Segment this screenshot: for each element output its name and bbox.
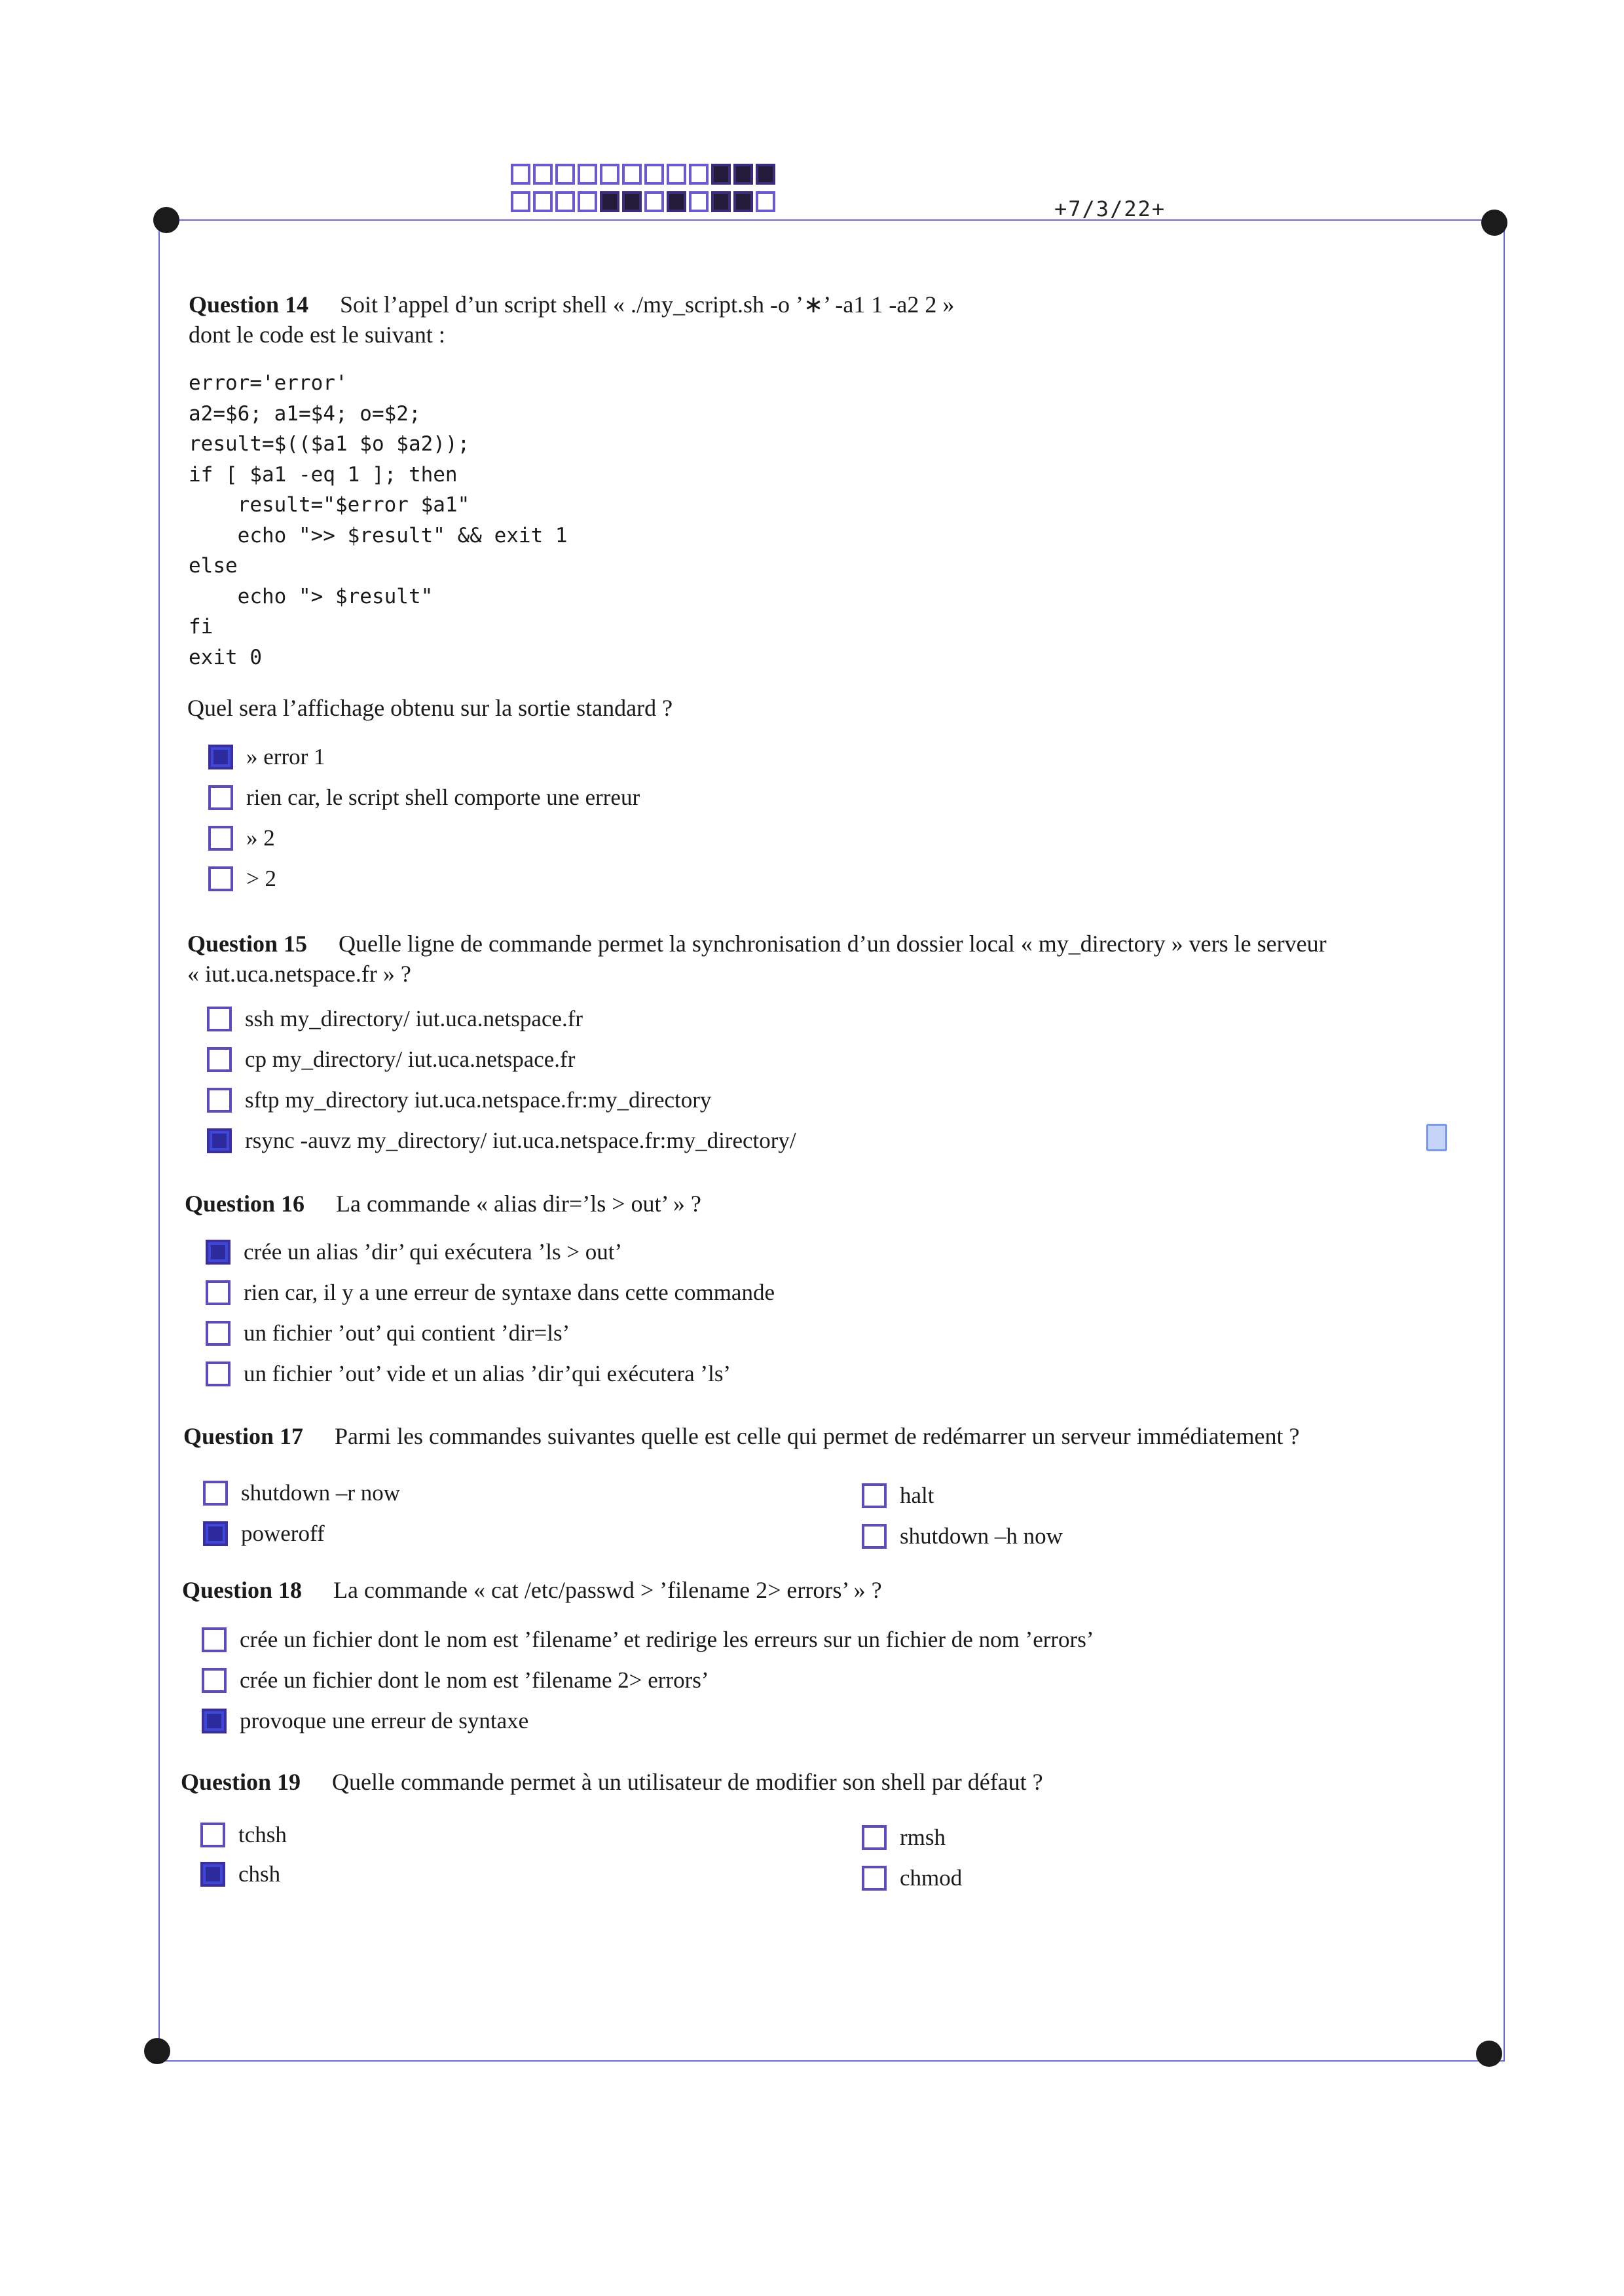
checkbox[interactable] xyxy=(208,745,233,769)
id-box xyxy=(511,191,530,212)
question-text: Soit l’appel d’un script shell « ./my_script.sh -o ’∗’ -a1 1 -a2 2 » xyxy=(340,291,955,318)
id-box xyxy=(644,191,664,212)
question-15-line-2: « iut.uca.netspace.fr » ? xyxy=(187,961,411,987)
question-label: Question 14 xyxy=(189,291,309,318)
checkbox[interactable] xyxy=(207,1047,232,1072)
corner-marker-top-left xyxy=(153,207,179,233)
id-box xyxy=(756,191,775,212)
answer-option[interactable] xyxy=(208,866,276,892)
option-label: crée un fichier dont le nom est ’filename 2> errors’ xyxy=(240,1667,709,1693)
option-label: rien car, le script shell comporte une erreur xyxy=(246,785,640,810)
answer-option[interactable] xyxy=(202,1627,1094,1653)
checkbox[interactable] xyxy=(862,1825,887,1850)
answer-option[interactable] xyxy=(203,1480,400,1506)
checkbox[interactable] xyxy=(203,1481,228,1506)
checkbox[interactable] xyxy=(862,1524,887,1549)
id-box xyxy=(667,191,686,212)
id-box xyxy=(644,164,664,185)
id-box xyxy=(555,164,575,185)
id-box xyxy=(733,191,753,212)
id-box xyxy=(622,164,642,185)
option-label: » 2 xyxy=(246,825,275,851)
option-label: crée un alias ’dir’ qui exécutera ’ls > out’ xyxy=(244,1239,623,1265)
question-text: Parmi les commandes suivantes quelle est celle qui permet de redémarrer un serveur immédiatement ? xyxy=(335,1423,1300,1449)
checkbox[interactable] xyxy=(208,826,233,851)
answer-option[interactable] xyxy=(200,1822,287,1848)
answer-option[interactable] xyxy=(207,1128,796,1154)
option-label: provoque une erreur de syntaxe xyxy=(240,1708,529,1733)
answer-option[interactable] xyxy=(202,1667,709,1694)
answer-option[interactable] xyxy=(202,1708,528,1734)
question-text: La commande « alias dir=’ls > out’ » ? xyxy=(336,1191,701,1217)
question-label: Question 19 xyxy=(181,1769,301,1795)
id-box xyxy=(578,164,597,185)
question-14 xyxy=(189,289,954,320)
student-id-row-1 xyxy=(511,164,775,185)
answer-option[interactable] xyxy=(206,1361,731,1387)
id-box xyxy=(756,164,775,185)
option-label: chmod xyxy=(900,1865,963,1891)
answer-option[interactable] xyxy=(208,785,640,811)
checkbox[interactable] xyxy=(862,1483,887,1508)
answer-option[interactable] xyxy=(200,1861,280,1887)
corner-marker-top-right xyxy=(1481,210,1507,236)
checkbox[interactable] xyxy=(202,1668,227,1693)
option-label: crée un fichier dont le nom est ’filename’ et redirige les erreurs sur un fichier de nom ’errors’ xyxy=(240,1627,1094,1652)
id-box xyxy=(600,191,619,212)
answer-option[interactable] xyxy=(203,1521,325,1547)
option-label: halt xyxy=(900,1483,934,1508)
answer-option[interactable] xyxy=(862,1523,1063,1549)
answer-option[interactable] xyxy=(208,744,325,770)
option-label: > 2 xyxy=(246,866,276,891)
option-label: shutdown –h now xyxy=(900,1523,1063,1549)
option-label: cp my_directory/ iut.uca.netspace.fr xyxy=(245,1046,576,1072)
checkbox[interactable] xyxy=(206,1321,231,1346)
option-label: un fichier ’out’ qui contient ’dir=ls’ xyxy=(244,1320,570,1346)
id-box xyxy=(622,191,642,212)
question-16 xyxy=(185,1189,701,1219)
question-14-prompt: Quel sera l’affichage obtenu sur la sortie standard ? xyxy=(187,695,673,721)
question-15 xyxy=(187,929,1327,959)
option-label: poweroff xyxy=(241,1521,325,1546)
id-box xyxy=(600,164,619,185)
option-label: chsh xyxy=(238,1861,281,1887)
option-label: un fichier ’out’ vide et un alias ’dir’qui exécutera ’ls’ xyxy=(244,1361,731,1386)
option-label: tchsh xyxy=(238,1822,287,1847)
option-label: ssh my_directory/ iut.uca.netspace.fr xyxy=(245,1006,583,1031)
answer-option[interactable] xyxy=(862,1483,934,1509)
option-label: » error 1 xyxy=(246,744,325,769)
id-box xyxy=(667,164,686,185)
checkbox[interactable] xyxy=(207,1007,232,1031)
checkbox[interactable] xyxy=(200,1862,225,1887)
question-label: Question 16 xyxy=(185,1191,305,1217)
question-label: Question 17 xyxy=(183,1423,304,1449)
option-label: rmsh xyxy=(900,1824,946,1850)
question-label: Question 18 xyxy=(182,1577,303,1603)
checkbox[interactable] xyxy=(207,1088,232,1113)
option-label: shutdown –r now xyxy=(241,1480,401,1506)
id-box xyxy=(689,191,709,212)
corner-marker-bottom-left xyxy=(144,2038,170,2064)
answer-option[interactable] xyxy=(206,1280,775,1306)
checkbox[interactable] xyxy=(203,1521,228,1546)
question-14-line-2: dont le code est le suivant : xyxy=(189,322,445,348)
script-code-block: error='error' a2=$6; a1=$4; o=$2; result=$(($a1 $o $a2)); if [ $a1 -eq 1 ]; then result="$error $a1" echo ">> $result" && exit 1 else echo "> $result" fi exit 0 xyxy=(189,371,568,669)
checkbox[interactable] xyxy=(202,1627,227,1652)
checkbox[interactable] xyxy=(206,1240,231,1265)
checkbox[interactable] xyxy=(202,1709,227,1733)
checkbox[interactable] xyxy=(206,1361,231,1386)
checkbox[interactable] xyxy=(207,1128,232,1153)
corner-marker-bottom-right xyxy=(1476,2041,1502,2067)
answer-option[interactable] xyxy=(208,825,275,851)
id-box xyxy=(555,191,575,212)
checkbox[interactable] xyxy=(208,866,233,891)
answer-option[interactable] xyxy=(862,1865,962,1891)
question-text: Quelle commande permet à un utilisateur de modifier son shell par défaut ? xyxy=(332,1769,1043,1795)
answer-option[interactable] xyxy=(206,1320,570,1346)
id-box xyxy=(733,164,753,185)
id-box xyxy=(533,164,553,185)
question-text: Quelle ligne de commande permet la synchronisation d’un dossier local « my_directory » vers le serveur xyxy=(339,931,1327,957)
question-label: Question 15 xyxy=(187,931,308,957)
answer-option[interactable] xyxy=(207,1006,583,1032)
question-text: La commande « cat /etc/passwd > ’filename 2> errors’ » ? xyxy=(333,1577,882,1603)
id-box xyxy=(711,164,731,185)
option-label: sftp my_directory iut.uca.netspace.fr:my_directory xyxy=(245,1087,712,1113)
pencil-mark xyxy=(1426,1124,1447,1151)
id-box xyxy=(511,164,530,185)
question-18 xyxy=(182,1575,882,1605)
checkbox[interactable] xyxy=(862,1866,887,1891)
checkbox[interactable] xyxy=(200,1823,225,1847)
option-label: rsync -auvz my_directory/ iut.uca.netspace.fr:my_directory/ xyxy=(245,1128,796,1153)
question-19 xyxy=(181,1767,1043,1797)
id-box xyxy=(689,164,709,185)
id-box xyxy=(711,191,731,212)
question-17 xyxy=(183,1421,1299,1451)
answer-option[interactable] xyxy=(207,1087,711,1113)
id-box xyxy=(578,191,597,212)
checkbox[interactable] xyxy=(208,785,233,810)
option-label: rien car, il y a une erreur de syntaxe dans cette commande xyxy=(244,1280,775,1305)
answer-option[interactable] xyxy=(207,1046,575,1073)
checkbox[interactable] xyxy=(206,1280,231,1305)
student-id-row-2 xyxy=(511,191,775,212)
page-id: +7/3/22+ xyxy=(1054,196,1166,221)
answer-option[interactable] xyxy=(862,1824,946,1851)
id-box xyxy=(533,191,553,212)
answer-option[interactable] xyxy=(206,1239,622,1265)
